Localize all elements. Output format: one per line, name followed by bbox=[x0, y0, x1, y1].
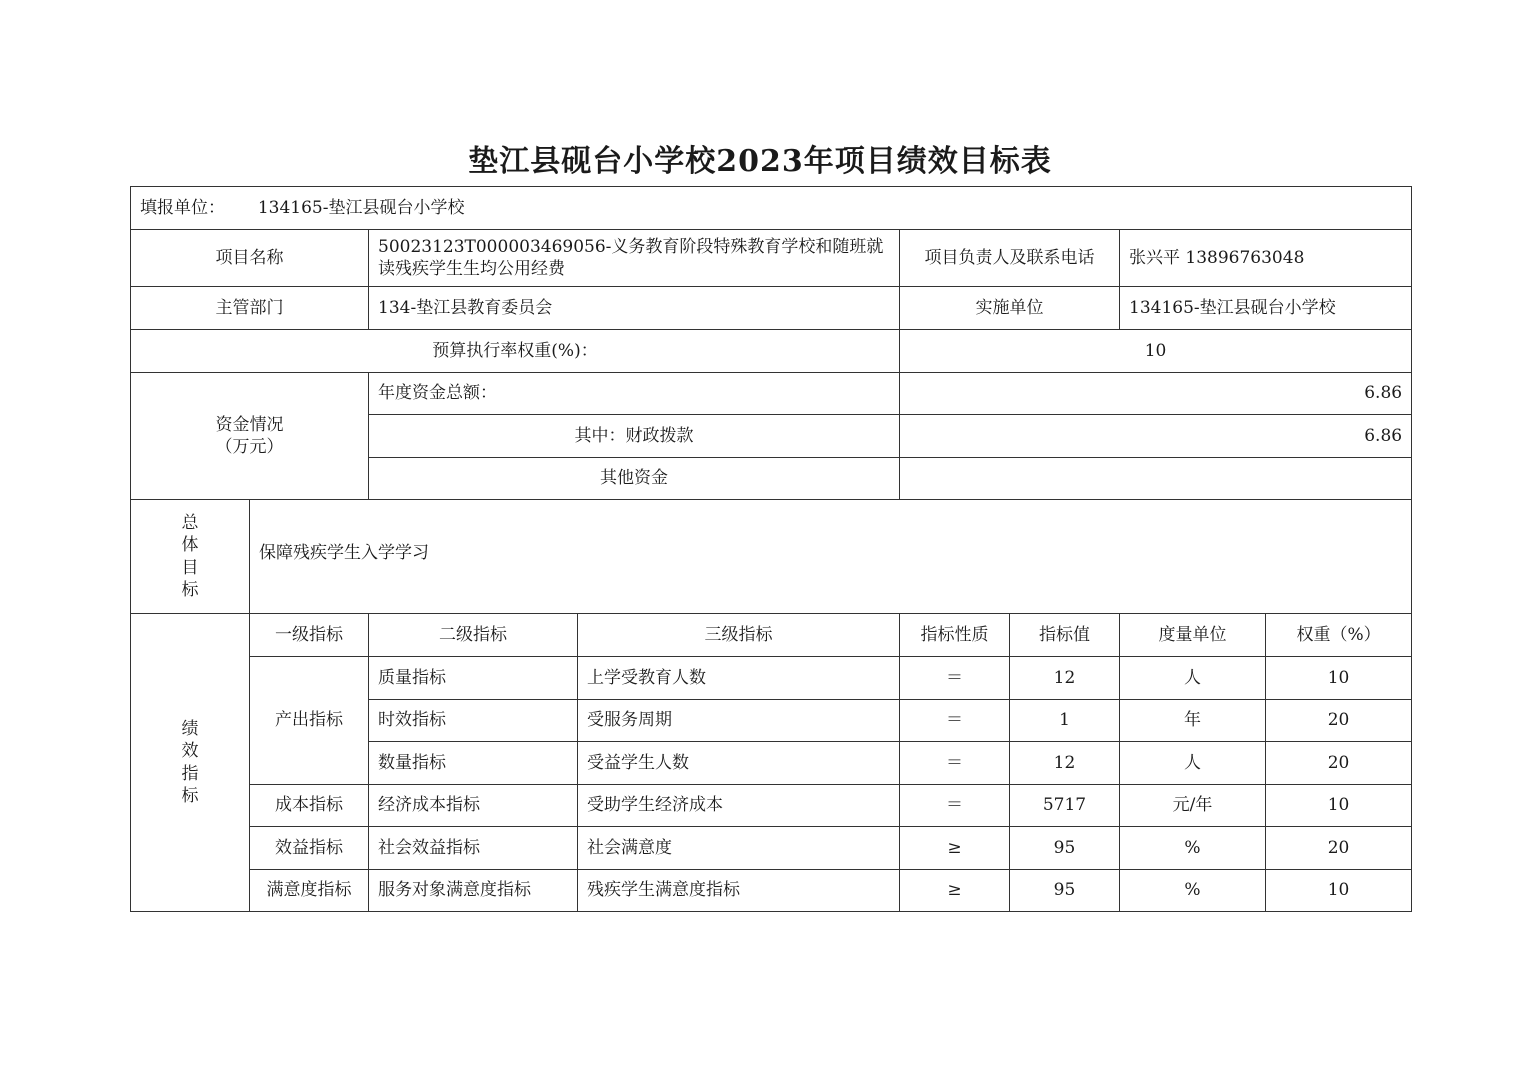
value-cell: 12 bbox=[1010, 742, 1120, 785]
table-row bbox=[131, 870, 1412, 912]
report-unit-label: 填报单位： bbox=[140, 197, 225, 218]
level3-cell: 社会满意度 bbox=[578, 827, 900, 870]
level3-cell: 残疾学生满意度指标 bbox=[578, 870, 900, 912]
value-cell: 5717 bbox=[1010, 785, 1120, 827]
value-cell: 95 bbox=[1010, 870, 1120, 912]
funds-annual-value: 6.86 bbox=[900, 373, 1412, 415]
unit-cell: 人 bbox=[1120, 742, 1266, 785]
funds-label: 资金情况 bbox=[215, 414, 284, 435]
weight-cell: 10 bbox=[1266, 657, 1412, 700]
level2-cell: 社会效益指标 bbox=[369, 827, 578, 870]
performance-label-char: 效 bbox=[181, 741, 199, 762]
overall-goal-label-char: 标 bbox=[181, 579, 199, 600]
performance-label bbox=[131, 614, 250, 912]
weight-cell: 10 bbox=[1266, 785, 1412, 827]
unit-cell: % bbox=[1120, 870, 1266, 912]
impl-unit-label: 实施单位 bbox=[900, 287, 1120, 330]
indicator-header-row bbox=[131, 614, 1412, 657]
value-cell: 95 bbox=[1010, 827, 1120, 870]
report-unit-row bbox=[131, 187, 1412, 230]
level2-cell: 质量指标 bbox=[369, 657, 578, 700]
group-output: 产出指标 bbox=[250, 657, 369, 785]
project-name-value: 50023123T000003469056-义务教育阶段特殊教育学校和随班就读残疾学生生均公用经费 bbox=[369, 230, 900, 287]
project-leader-label: 项目负责人及联系电话 bbox=[900, 230, 1120, 287]
funds-label-cell bbox=[131, 373, 369, 500]
performance-label-char: 标 bbox=[181, 785, 199, 806]
unit-cell: 人 bbox=[1120, 657, 1266, 700]
nature-cell: ＝ bbox=[900, 700, 1010, 742]
header-level2: 二级指标 bbox=[369, 614, 578, 657]
group-cost: 成本指标 bbox=[250, 785, 369, 827]
header-weight: 权重（%） bbox=[1266, 614, 1412, 657]
value-cell: 12 bbox=[1010, 657, 1120, 700]
weight-cell: 20 bbox=[1266, 742, 1412, 785]
funds-fiscal-label: 其中：财政拨款 bbox=[369, 415, 900, 458]
header-value: 指标值 bbox=[1010, 614, 1120, 657]
header-nature: 指标性质 bbox=[900, 614, 1010, 657]
table-row bbox=[131, 657, 1412, 700]
header-level1: 一级指标 bbox=[250, 614, 369, 657]
unit-cell: % bbox=[1120, 827, 1266, 870]
group-benefit: 效益指标 bbox=[250, 827, 369, 870]
level3-cell: 受益学生人数 bbox=[578, 742, 900, 785]
budget-rate-row bbox=[131, 330, 1412, 373]
level3-cell: 上学受教育人数 bbox=[578, 657, 900, 700]
dept-row bbox=[131, 287, 1412, 330]
dept-value: 134-垫江县教育委员会 bbox=[369, 287, 900, 330]
weight-cell: 20 bbox=[1266, 700, 1412, 742]
group-satisfaction: 满意度指标 bbox=[250, 870, 369, 912]
nature-cell: ≥ bbox=[900, 870, 1010, 912]
header-unit: 度量单位 bbox=[1120, 614, 1266, 657]
funds-annual-row bbox=[131, 373, 1412, 415]
weight-cell: 20 bbox=[1266, 827, 1412, 870]
performance-label-char: 绩 bbox=[181, 719, 199, 740]
level2-cell: 经济成本指标 bbox=[369, 785, 578, 827]
nature-cell: ≥ bbox=[900, 827, 1010, 870]
performance-target-table bbox=[130, 186, 1412, 912]
level2-cell: 时效指标 bbox=[369, 700, 578, 742]
level3-cell: 受助学生经济成本 bbox=[578, 785, 900, 827]
overall-goal-label-char: 总 bbox=[181, 513, 199, 534]
dept-label: 主管部门 bbox=[131, 287, 369, 330]
project-row bbox=[131, 230, 1412, 287]
table-row bbox=[131, 827, 1412, 870]
project-leader-value: 张兴平 13896763048 bbox=[1120, 230, 1412, 287]
project-name-label: 项目名称 bbox=[131, 230, 369, 287]
level3-cell: 受服务周期 bbox=[578, 700, 900, 742]
weight-cell: 10 bbox=[1266, 870, 1412, 912]
nature-cell: ＝ bbox=[900, 785, 1010, 827]
header-level3: 三级指标 bbox=[578, 614, 900, 657]
funds-annual-label: 年度资金总额： bbox=[369, 373, 900, 415]
budget-rate-value: 10 bbox=[900, 330, 1412, 373]
performance-label-char: 指 bbox=[181, 763, 199, 784]
funds-fiscal-value: 6.86 bbox=[900, 415, 1412, 458]
page-title: 垫江县砚台小学校2023年项目绩效目标表 bbox=[468, 144, 1052, 179]
report-unit-cell bbox=[131, 187, 1412, 230]
funds-other-label: 其他资金 bbox=[369, 458, 900, 500]
nature-cell: ＝ bbox=[900, 742, 1010, 785]
report-unit-value: 134165-垫江县砚台小学校 bbox=[257, 197, 465, 218]
value-cell: 1 bbox=[1010, 700, 1120, 742]
budget-rate-label: 预算执行率权重(%)： bbox=[131, 330, 900, 373]
nature-cell: ＝ bbox=[900, 657, 1010, 700]
overall-goal-label-char: 体 bbox=[181, 535, 199, 556]
overall-goal-value bbox=[250, 500, 1412, 614]
unit-cell: 年 bbox=[1120, 700, 1266, 742]
overall-goal-text: 保障残疾学生入学学习 bbox=[259, 543, 429, 564]
level2-cell: 数量指标 bbox=[369, 742, 578, 785]
overall-goal-label-char: 目 bbox=[181, 557, 199, 578]
overall-goal-row bbox=[131, 500, 1412, 614]
overall-goal-label bbox=[131, 500, 250, 614]
level2-cell: 服务对象满意度指标 bbox=[369, 870, 578, 912]
table-row bbox=[131, 785, 1412, 827]
funds-unit-label: （万元） bbox=[215, 437, 284, 457]
unit-cell: 元/年 bbox=[1120, 785, 1266, 827]
funds-other-value bbox=[900, 458, 1412, 500]
impl-unit-value: 134165-垫江县砚台小学校 bbox=[1120, 287, 1412, 330]
